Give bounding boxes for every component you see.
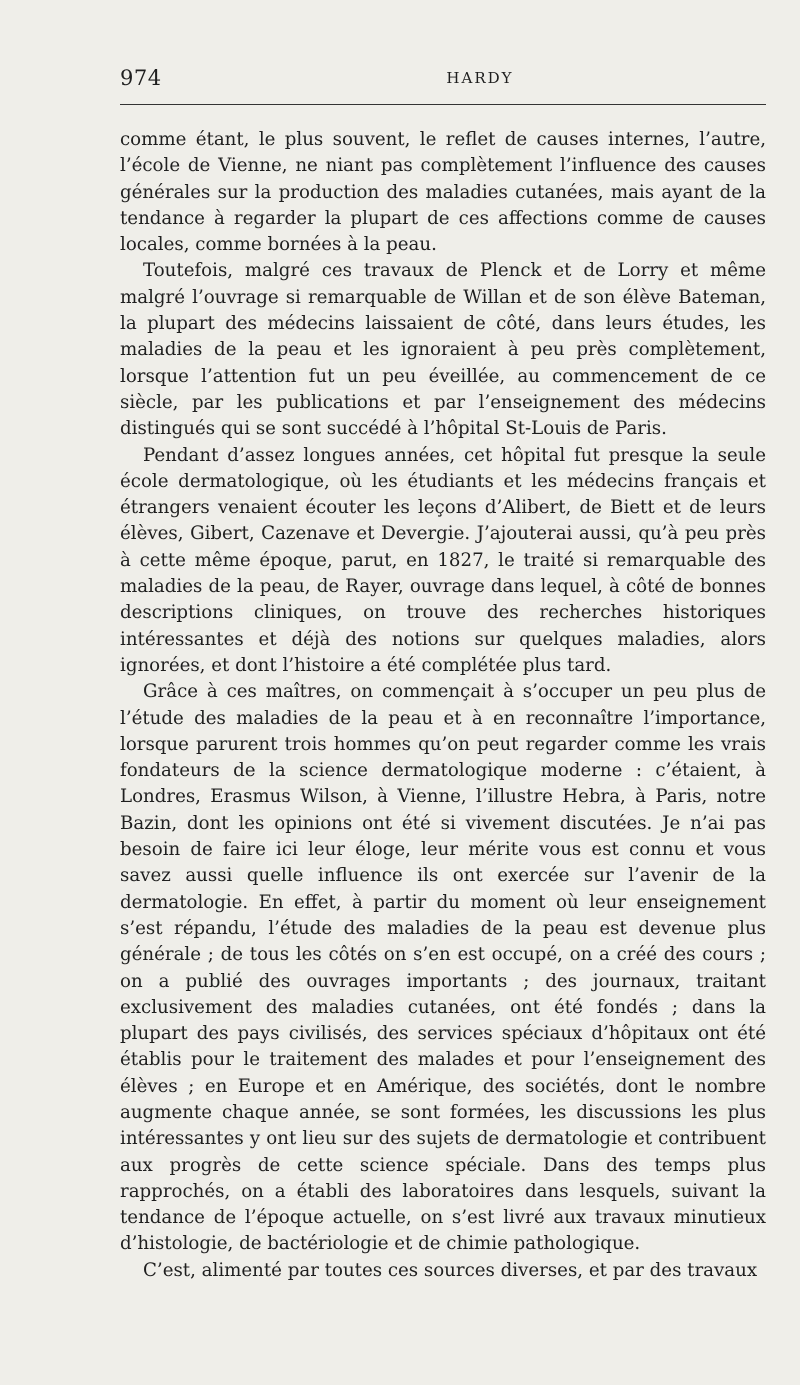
paragraph: C’est, alimenté par toutes ces sources diverses, et par des travaux	[143, 1259, 758, 1281]
running-head: HARDY	[446, 69, 514, 87]
page-header	[120, 66, 766, 96]
page-number: 974	[120, 66, 162, 90]
header-rule	[120, 104, 766, 105]
paragraph: comme étant, le plus souvent, le reflet de causes internes, l’autre, l’école de Vienne, ne niant pas complètement l’influence des causes générales sur la production des maladies cutanées, mais ayant de la tendance à regarder la plupart de ces affections comme de causes locales, comme bornées à la peau.	[120, 129, 766, 256]
paragraph: Grâce à ces maîtres, on commençait à s’occuper un peu plus de l’étude des maladies de la peau et à en reconnaître l’importance, lorsque parurent trois hommes qu’on peut regarder comme les vrais fondateurs de la science dermatologique moderne : c’étaient, à Londres, Erasmus Wilson, à Vienne, l’illustre Hebra, à Paris, notre Bazin, dont les opinions ont été si vivement discutées. Je n’ai pas besoin de faire ici leur éloge, leur mérite vous est connu et vous savez aussi quelle influence ils ont exercée sur l’avenir de la dermatologie. En effet, à partir du moment où leur enseignement s’est répandu, l’étude des maladies de la peau est devenue plus générale ; de tous les côtés on s’en est occupé, on a créé des cours ; on a publié des ouvrages importants ; des journaux, traitant exclusivement des maladies cutanées, ont été fondés ; dans la plupart des pays civilisés, des services spéciaux d’hôpitaux ont été établis pour le traitement des malades et pour l’enseignement des élèves ; en Europe et en Amérique, des sociétés, dont le nombre augmente chaque année, se sont formées, les discussions les plus intéressantes y ont lieu sur des sujets de dermatologie et contribuent aux progrès de cette science spéciale. Dans des temps plus rapprochés, on a établi des laboratoires dans lesquels, suivant la tendance de l’époque actuelle, on s’est livré aux travaux minutieux d’histologie, de bactériologie et de chimie pathologique.	[120, 681, 766, 1255]
body-text	[120, 127, 766, 1284]
paragraph: Toutefois, malgré ces travaux de Plenck et de Lorry et même malgré l’ouvrage si remarquable de Willan et de son élève Bateman, la plupart des médecins laissaient de côté, dans leurs études, les maladies de la peau et les ignoraient à peu près complètement, lorsque l’attention fut un peu éveillée, au commencement de ce siècle, par les publications et par l’enseignement des médecins distingués qui se sont succédé à l’hôpital St-Louis de Paris.	[120, 260, 766, 440]
paragraph: Pendant d’assez longues années, cet hôpital fut presque la seule école dermatologique, où les étudiants et les médecins français et étrangers venaient écouter les leçons d’Alibert, de Biett et de leurs élèves, Gibert, Cazenave et Devergie. J’ajouterai aussi, qu’à peu près à cette même époque, parut, en 1827, le traité si remarquable des maladies de la peau, de Rayer, ouvrage dans lequel, à côté de bonnes descriptions cliniques, on trouve des recherches historiques intéressantes et déjà des notions sur quelques maladies, alors ignorées, et dont l’histoire a été complétée plus tard.	[120, 444, 766, 676]
